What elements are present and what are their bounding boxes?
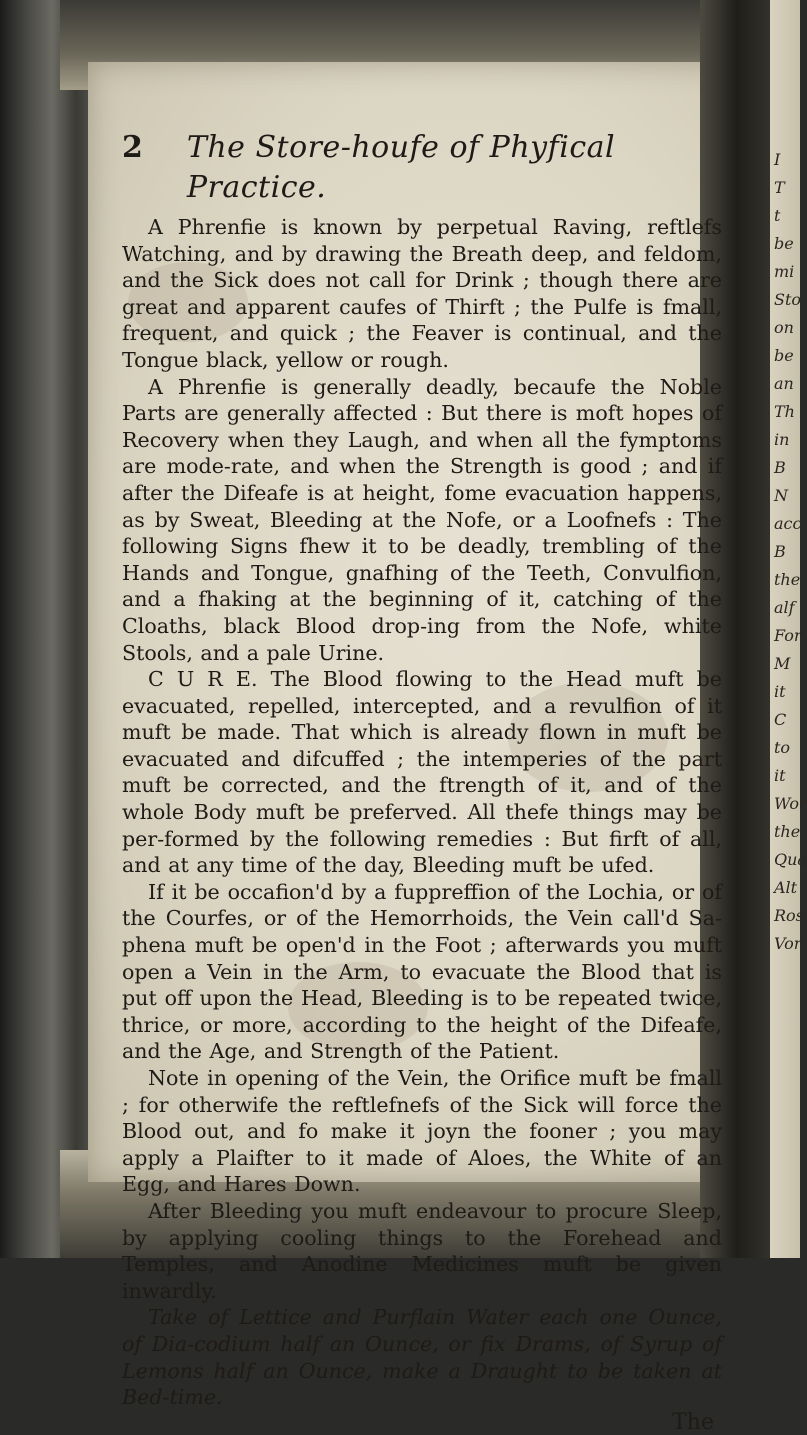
paragraph-bleeding: If it be occafion'd by a fuppreffion of the Lochia, or of the Courfes, or of the Hemorrhoids, the Vein call'd Sa-phena muft be open'd in the Foot ; afterwards you muft open a Vein in the Arm, to evacuate the Blood that is put off upon the Head, Bleeding is to be repeated twice, thrice, or more, according to the height of the Difeafe, and the Age, and Strength of the Patient. bbox=[122, 879, 722, 1064]
facing-page-fragment: it bbox=[774, 682, 786, 701]
facing-page-fragment: t bbox=[774, 206, 781, 225]
facing-page-edge bbox=[770, 0, 807, 1258]
facing-page-fragment: acc bbox=[774, 514, 802, 533]
paragraph-prognosis: A Phrenfie is generally deadly, becaufe the Noble Parts are generally affected : But there is moft hopes of Recovery when they Laugh, and when all the fymptoms are mode-rate, and when the Strength is good ; and if after the Difeafe is at height, fome evacuation happens, as by Sweat, Bleeding at the Nofe, or a Loofnefs : The following Signs fhew it to be deadly, trembling of the Hands and Tongue, gnafhing of the Teeth, Convulfion, and a fhaking at the beginning of it, catching of the Cloaths, black Blood drop-ing from the Nofe, white Stools, and a pale Urine. bbox=[122, 374, 722, 665]
catchword: The bbox=[672, 1409, 714, 1435]
facing-page-fragment: Wor bbox=[774, 794, 807, 813]
paragraph-cure: C U R E. The Blood flowing to the Head muft be evacuated, repelled, intercepted, and a revulfion of it muft be made. That which is already flown in muft be evacuated and difcuffed ; the intemperies of the part muft be corrected, and the ftrength of it, and of the whole Body muft be preferved. All thefe things may be per-formed by the following remedies : But firft of all, and at any time of the day, Bleeding muft be ufed. bbox=[122, 667, 722, 878]
facing-page-fragment: B bbox=[774, 542, 786, 561]
facing-page-fragment: Qua bbox=[774, 850, 807, 869]
facing-page-fragment: Th bbox=[774, 402, 795, 421]
facing-page-fragment: be bbox=[774, 234, 794, 253]
running-head bbox=[122, 128, 722, 208]
facing-page-fragment: I bbox=[774, 150, 781, 169]
paragraph-symptoms: A Phrenfie is known by perpetual Raving, reftlefs Watching, and by drawing the Breath deep, and feldom, and the Sick does not call for Drink ; though there are great and apparent caufes of Thirft ; the Pulfe is fmall, frequent, and quick ; the Feaver is continual, and the Tongue black, yellow or rough. bbox=[122, 215, 722, 372]
facing-page-fragment: in bbox=[774, 430, 790, 449]
book-binding-left bbox=[0, 0, 95, 1258]
facing-page-fragment: alf bbox=[774, 598, 795, 617]
facing-page-fragment: it bbox=[774, 766, 786, 785]
facing-page-fragment: to bbox=[774, 738, 791, 757]
facing-page-fragment: on bbox=[774, 318, 794, 337]
facing-page-fragment: C bbox=[774, 710, 787, 729]
facing-page-fragment: Ros bbox=[774, 906, 804, 925]
facing-page-fragment: N bbox=[774, 486, 788, 505]
running-head-title: The Store-houfe of Phyfical Practice. bbox=[186, 130, 616, 205]
facing-page-fragment: mi bbox=[774, 262, 795, 281]
page-text bbox=[122, 128, 722, 1435]
facing-page-fragment: the bbox=[774, 570, 801, 589]
facing-page-fragment: Vor bbox=[774, 934, 802, 953]
paragraph-note: Note in opening of the Vein, the Orifice muft be fmall ; for otherwife the reftlefnefs of the Sick will force the Blood out, and fo make it joyn the fooner ; you may apply a Plaifter to it made of Aloes, the White of an Egg, and Hares Down. bbox=[122, 1066, 722, 1197]
paragraph-recipe: Take of Lettice and Purflain Water each one Ounce, of Dia-codium half an Ounce, or fix Drams, of Syrup of Lemons half an Ounce, make a Draught to be taken at Bed-time. bbox=[122, 1305, 722, 1410]
facing-page-fragment: B bbox=[774, 458, 786, 477]
page-number: 2 bbox=[122, 130, 143, 165]
facing-page-fragment: the bbox=[774, 822, 801, 841]
facing-page-fragment: M bbox=[774, 654, 791, 673]
facing-page-fragment: T bbox=[774, 178, 785, 197]
facing-page-fragment: Sto bbox=[774, 290, 802, 309]
facing-page-fragment: For bbox=[774, 626, 802, 645]
facing-page-fragment: be bbox=[774, 346, 794, 365]
facing-page-fragment: Alt bbox=[774, 878, 798, 897]
facing-page-fragment: an bbox=[774, 374, 794, 393]
paragraph-sleep: After Bleeding you muft endeavour to procure Sleep, by applying cooling things to the Forehead and Temples, and Anodine Medicines muft be given inwardly. bbox=[122, 1198, 722, 1303]
